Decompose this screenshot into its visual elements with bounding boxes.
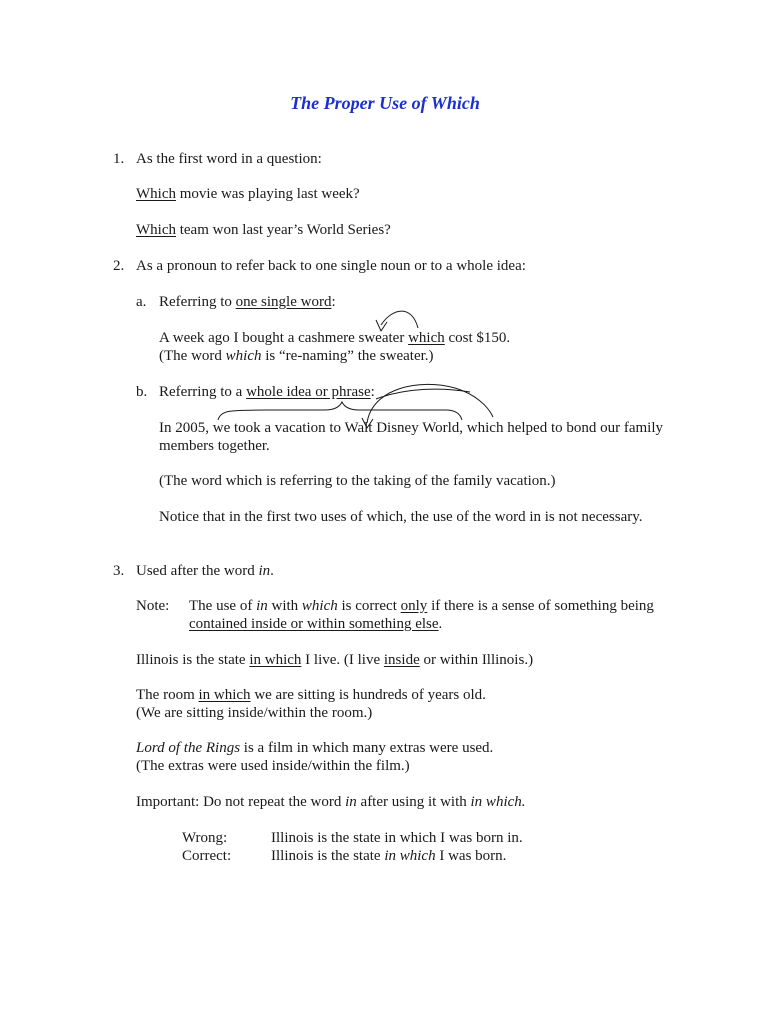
note-period: .	[438, 616, 443, 632]
example-underline: in which	[249, 652, 302, 668]
subsection-b-example-line-2: members together.	[159, 438, 270, 454]
heading-text: Referring to a	[159, 384, 247, 400]
heading-underline: one single word	[235, 294, 332, 310]
note-underline-only: only	[400, 598, 428, 614]
example-text: team won last year’s World Series?	[175, 222, 391, 238]
section-2-number: 2.	[113, 258, 125, 274]
important-italic: in	[345, 794, 357, 810]
subsection-a-letter: a.	[136, 294, 147, 310]
note-text: The use of	[189, 598, 257, 614]
section-1-example-1	[136, 185, 360, 203]
heading-colon: :	[331, 294, 336, 310]
important-note	[136, 793, 526, 811]
example-text: Illinois is the state	[271, 848, 385, 864]
page-title: The Proper Use of Which	[290, 93, 480, 113]
note-line-2	[189, 615, 442, 633]
subsection-a-heading	[159, 293, 336, 311]
note-text: is correct	[337, 598, 401, 614]
illinois-example	[136, 651, 533, 669]
heading-underline: whole idea or phrase	[246, 384, 371, 400]
example-text: or within Illinois.)	[419, 652, 534, 668]
correct-example	[271, 847, 506, 865]
room-example-note: (We are sitting inside/within the room.)	[136, 705, 373, 721]
subsection-b-heading	[159, 383, 375, 401]
room-example	[136, 686, 486, 704]
note-text: (The word	[159, 348, 226, 364]
phrase-brace	[218, 402, 462, 420]
example-text: The room	[136, 687, 199, 703]
sweater-arrow	[381, 311, 418, 328]
example-underline: Which	[136, 186, 176, 202]
note-italic: which	[225, 348, 262, 364]
example-text: movie was playing last week?	[175, 186, 360, 202]
section-1-number: 1.	[113, 151, 125, 167]
section-3-heading	[136, 562, 274, 580]
subsection-b-notice: Notice that in the first two uses of which, the use of the word in is not necessary.	[159, 509, 643, 525]
important-text: after using it with	[356, 794, 471, 810]
note-line-1	[189, 597, 654, 615]
lotr-example	[136, 739, 493, 757]
wrong-example: Illinois is the state in which I was born in.	[271, 830, 523, 846]
heading-italic: in	[258, 563, 271, 579]
heading-period: .	[270, 563, 274, 579]
note-text-end: is “re-naming” the sweater.)	[261, 348, 434, 364]
example-text: Illinois is the state	[136, 652, 250, 668]
film-title: Lord of the Rings	[136, 740, 241, 756]
section-3-number: 3.	[113, 563, 125, 579]
note-label: Note:	[136, 598, 170, 614]
example-text: A week ago I bought a cashmere sweater	[159, 330, 409, 346]
example-text: I live. (I live	[301, 652, 384, 668]
example-italic: in which	[384, 848, 436, 864]
note-underline: contained inside or within something else	[189, 616, 439, 632]
example-underline: in which	[198, 687, 251, 703]
example-text: we are sitting is hundreds of years old.	[250, 687, 486, 703]
note-italic-in: in	[256, 598, 268, 614]
correct-label: Correct:	[182, 848, 232, 864]
heading-text: Used after the word	[136, 563, 259, 579]
example-text: I was born.	[435, 848, 507, 864]
note-text: with	[267, 598, 302, 614]
heading-text: Referring to	[159, 294, 236, 310]
example-underline: inside	[383, 652, 420, 668]
note-italic-which: which	[301, 598, 338, 614]
wrong-label: Wrong:	[182, 830, 228, 846]
colon-curve	[376, 389, 470, 399]
example-underline: which	[408, 330, 445, 346]
example-text-end: cost $150.	[444, 330, 511, 346]
heading-colon: :	[370, 384, 375, 400]
lotr-example-note: (The extras were used inside/within the film.)	[136, 758, 410, 774]
subsection-b-example-line-1: In 2005, we took a vacation to Walt Disney World, which helped to bond our family	[159, 420, 664, 436]
section-2-heading: As a pronoun to refer back to one single noun or to a whole idea:	[136, 258, 526, 274]
section-1-heading: As the first word in a question:	[136, 151, 322, 167]
important-text: Important: Do not repeat the word	[136, 794, 346, 810]
example-text: is a film in which many extras were used.	[240, 740, 494, 756]
note-text: if there is a sense of something being	[427, 598, 654, 614]
subsection-b-letter: b.	[136, 384, 148, 400]
section-1-example-2	[136, 221, 391, 239]
phrase-arc	[367, 384, 493, 423]
important-italic: in which.	[470, 794, 526, 810]
subsection-a-example	[159, 329, 510, 347]
subsection-b-note: (The word which is referring to the taking of the family vacation.)	[159, 473, 556, 489]
example-underline: Which	[136, 222, 176, 238]
subsection-a-note	[159, 347, 434, 365]
